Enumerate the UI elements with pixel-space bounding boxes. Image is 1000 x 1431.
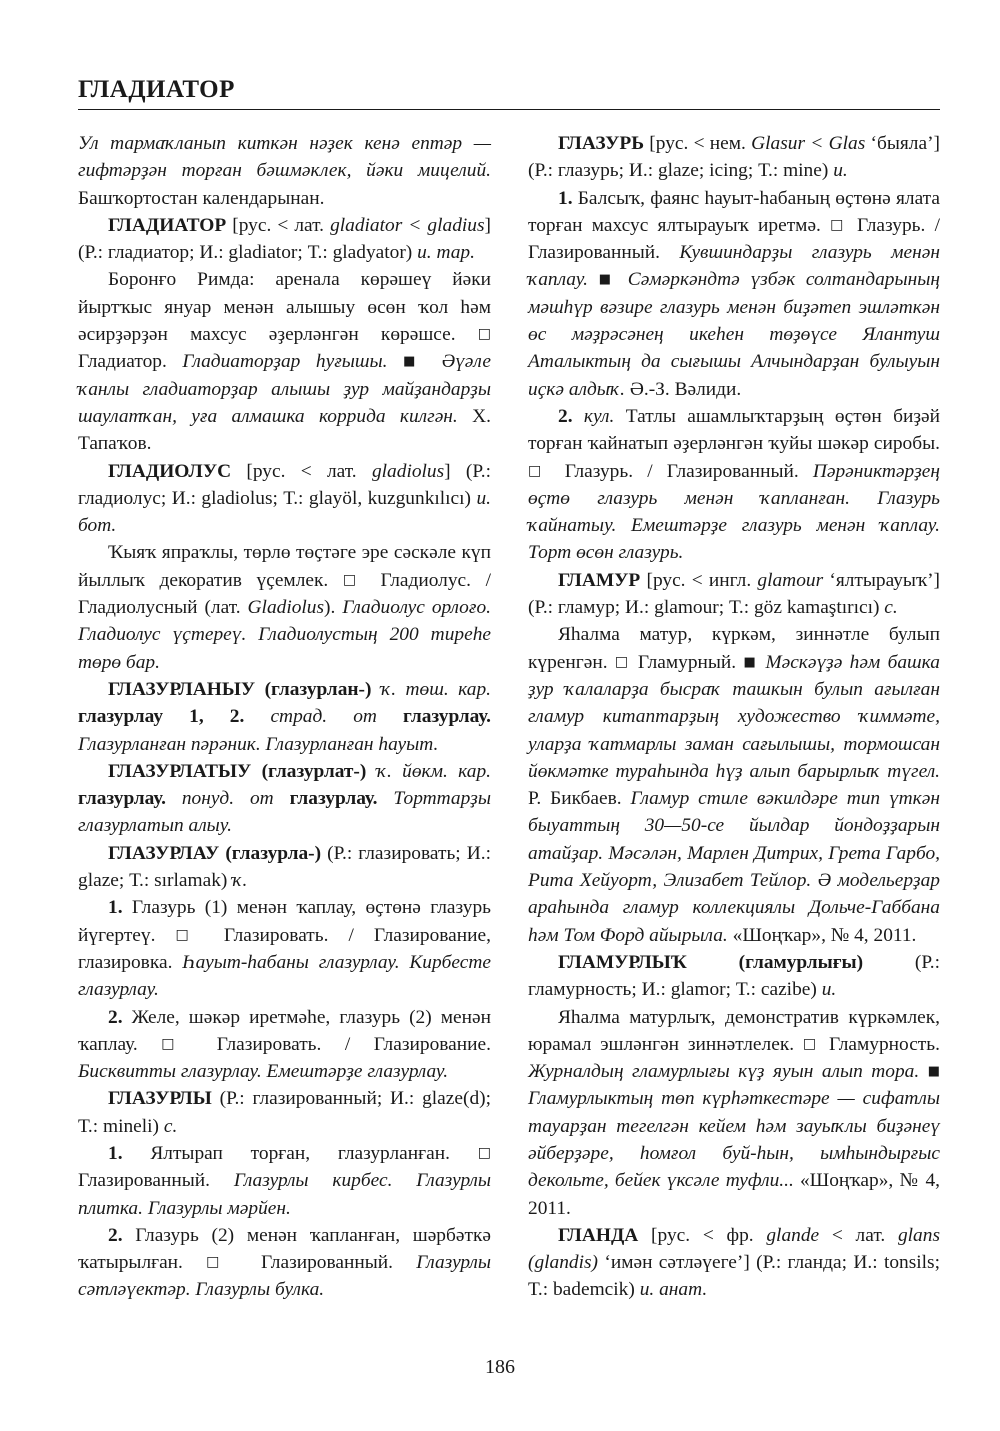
running-head: ГЛАДИАТОР — [78, 76, 235, 103]
entry-glazur: ГЛАЗУРЬ [рус. < нем. Glasur < Glas ‘быяла’] (Р.: глазурь; И.: glaze; icing; Т.: mine) и. — [528, 133, 940, 182]
square-outline-icon: □ — [477, 1144, 491, 1161]
headword: ГЛАДИАТОР — [108, 214, 227, 236]
entry-glamurlyk: ГЛАМУРЛЫҠ (гламурлығы) (Р.: гламурность; И.: glamor; Т.: cazibe) и. — [528, 951, 940, 1001]
headword: ГЛАМУР — [558, 569, 641, 591]
square-filled-icon: ■ — [743, 654, 759, 670]
entry-glazurly: ГЛАЗУРЛЫ (Р.: глазированный; И.: glaze(d); Т.: mineli) с. — [78, 1088, 491, 1137]
entry-gladiolus: ГЛАДИОЛУС [рус. < лат. gladiolus] (Р.: гладиолус; И.: gladiolus; Т.: glayöl, kuzgunkılıcı) и. бот. — [78, 460, 491, 537]
sense-2: 2. кул. Татлы ашамлыҡтарҙың өҫтөн биҙәй торған ҡайнатып әҙерләнгән ҡуйы шәкәр сиробы. □ Глазурь. / Глазированный. Пәрәниктәрҙең өҫтө глазурь менән ҡапланған. Глазурь ҡайнатыу. Емештәрҙе глазурь менән ҡаплау. Торт өсөн глазурь. — [528, 405, 940, 564]
square-filled-icon: ■ — [598, 272, 617, 288]
definition: Яһалма матур, күркәм, зиннәтле булып күренгән. □ Гламурный. ■ Мәскәүҙә һәм башка ҙур ҡалаларҙа бысраҡ ташкын булып ағылған гламур китаптарҙың художество ҡиммәте, уларҙа ҡатмарлы заман сағылышы, тормошсан йөкмәтке тураһында һүҙ алып барырлыҡ түгел. Р. Бикбаев. Гламур стиле вәкилдәре тип үткән быуаттың 30—50-се йылдар йондоҙҙарын атайҙар. Мәсәлән, Марлен Дитрих, Грета Гарбо, Рита Хейуорт, Элизабет Тейлор. Ә модельерҙар араһында гламур коллекциялы Дольче-Габбана һәм Том Форд айырыла. «Шоңҡар», № 4, 2011. — [528, 624, 940, 946]
entry-glanda: ГЛАНДА [рус. < фр. glande < лат. glans (glandis) ‘имән сәтләүеге’] (Р.: гланда; И.: tonsils; Т.: bademcik) и. анат. — [528, 1224, 940, 1301]
headword: ГЛАЗУРЬ — [558, 133, 645, 154]
sense-1: 1. Балсыҡ, фаянс һауыт-һабаның өҫтөнә ялата торған махсус ялтырауыҡ иретмә. □ Глазурь. / Глазированный. Кувшиндарҙы глазурь менән ҡаплау. ■ Сәмәркәндтә үзбәк солтандарының мәшһүр вәзире глазурь менән биҙәтеп эшләткән өс мәҙрәсәнең икеһен төҙөүсе Ялантуш Аталыктың да сығышы Алчындарҙан булыуын иҫкә алдыҡ. Ә.-З. Вәлиди. — [528, 187, 940, 400]
headword: ГЛАНДА — [558, 1224, 639, 1246]
square-outline-icon: □ — [206, 1254, 238, 1271]
definition: Ҡыяҡ япраҡлы, төрлө төҫтәге эре сәскәле күп йыллыҡ декоратив үҫемлек. □ Гладиолус. / Гладиолусный (лат. Gladiolus). Гладиолус орлоғо. Гладиолус үҫтереү. Гладиолустың 200 тиреһе төрө бар. — [78, 542, 491, 673]
square-outline-icon: □ — [802, 1035, 821, 1052]
definition: Яһалма матурлыҡ, демонстратив күркәмлек, юрамал эшләнгән зиннәтлелек. □ Гламурность. Журналдың гламурлығы күҙ яуын алып тора. ■ Гламурлыктың төп күрһәткестәре — сифатлы тауарҙан тегелгән кейем һәм зауыҡлы биҙәнеү әйберҙәре, һомғол буй-һын, ымһындырғыс декольте, бейек үксәле туфли... «Шоңҡар», № 4, 2011. — [528, 1006, 940, 1219]
square-outline-icon: □ — [614, 653, 631, 670]
entry-glazurlanyu: ГЛАЗУРЛАНЫУ (глазурлан-) ҡ. төш. кар. глазурлау 1, 2. страд. от глазурлау. Глазурланған пәрәник. Глазурланған һауыт. — [78, 678, 492, 755]
entry-glazurlatyu: ГЛАЗУРЛАТЫУ (глазурлат-) ҡ. йөкм. кар. глазурлау. понуд. от глазурлау. Торттарҙы глазурлатып алыу. — [78, 760, 492, 837]
square-outline-icon: □ — [528, 462, 551, 479]
square-outline-icon: □ — [830, 216, 848, 233]
right-column — [528, 130, 940, 1304]
sense-1: 1. Ялтырап торған, глазурланған. □ Глазированный. Глазурлы кирбес. Глазурлы плитка. Глазурлы мәрйен. — [78, 1142, 491, 1219]
headword: ГЛАЗУРЛАТЫУ (глазурлат-) — [108, 760, 367, 782]
headword: ГЛАМУРЛЫҠ (гламурлығы) — [558, 951, 864, 973]
sense-1: 1. Глазурь (1) менән ҡаплау, өҫтөнә глазурь йүгертеү. □ Глазировать. / Глазирование, глазировка. Һауыт-һабаны глазурлау. Кирбесте глазурлау. — [78, 897, 491, 1001]
entry-gladiator: ГЛАДИАТОР [рус. < лат. gladiator < gladius] (Р.: гладиатор; И.: gladiator; Т.: gladyator) и. тар. — [78, 214, 491, 264]
square-filled-icon: ■ — [403, 354, 427, 370]
square-outline-icon: □ — [342, 571, 366, 588]
square-outline-icon: □ — [175, 926, 204, 943]
sense-2: 2. Желе, шәкәр иретмәһе, глазурь (2) менән ҡаплау. □ Глазировать. / Глазирование. Бисквитты глазурлау. Емештәрҙе глазурлау. — [78, 1006, 492, 1083]
left-column — [78, 130, 491, 1304]
square-outline-icon: □ — [477, 326, 491, 343]
headword: ГЛАЗУРЛЫ — [108, 1088, 212, 1110]
page-number: 186 — [485, 1356, 515, 1378]
square-filled-icon: ■ — [927, 1064, 940, 1080]
header-rule — [78, 109, 940, 110]
headword: ГЛАЗУРЛАНЫУ (глазурлан-) — [108, 678, 372, 700]
entry-glamur: ГЛАМУР [рус. < ингл. glamour ‘ялтырауыҡ’] (Р.: гламур; И.: glamour; Т.: göz kamaştırıcı) с. — [528, 569, 940, 619]
entry-continuation: Ул тармаҡланып киткән нәҙек кенә ептәр — гифтәрҙән торған бәшмәклек, йәки мицелий. Башҡортостан календарынан. — [78, 133, 491, 209]
headword: ГЛАЗУРЛАУ (глазурла-) — [108, 842, 322, 864]
entry-glazurlau: ГЛАЗУРЛАУ (глазурла-) (Р.: глазировать; И.: glaze; Т.: sırlamak) ҡ. — [78, 842, 491, 892]
headword: ГЛАДИОЛУС — [108, 460, 232, 482]
sense-2: 2. Глазурь (2) менән ҡапланған, шәрбәткә ҡатырылған. □ Глазированный. Глазурлы сәтләүектәр. Глазурлы булка. — [78, 1224, 491, 1301]
definition: Боронғо Римда: аренала көрәшеү йәки йыртҡыс януар менән алышыу өсөн ҡол һәм әсирҙәрҙән махсус әҙерләнгән көрәшсе. □ Гладиатор. Гладиаторҙар һуғышы. ■ Әүәле ҡанлы гладиаторҙар алышы ҙур майҙандарҙы шаулатҡан, уға алмашка коррида килгән. Х. Тапаҡов. — [78, 269, 491, 455]
square-outline-icon: □ — [161, 1035, 194, 1052]
